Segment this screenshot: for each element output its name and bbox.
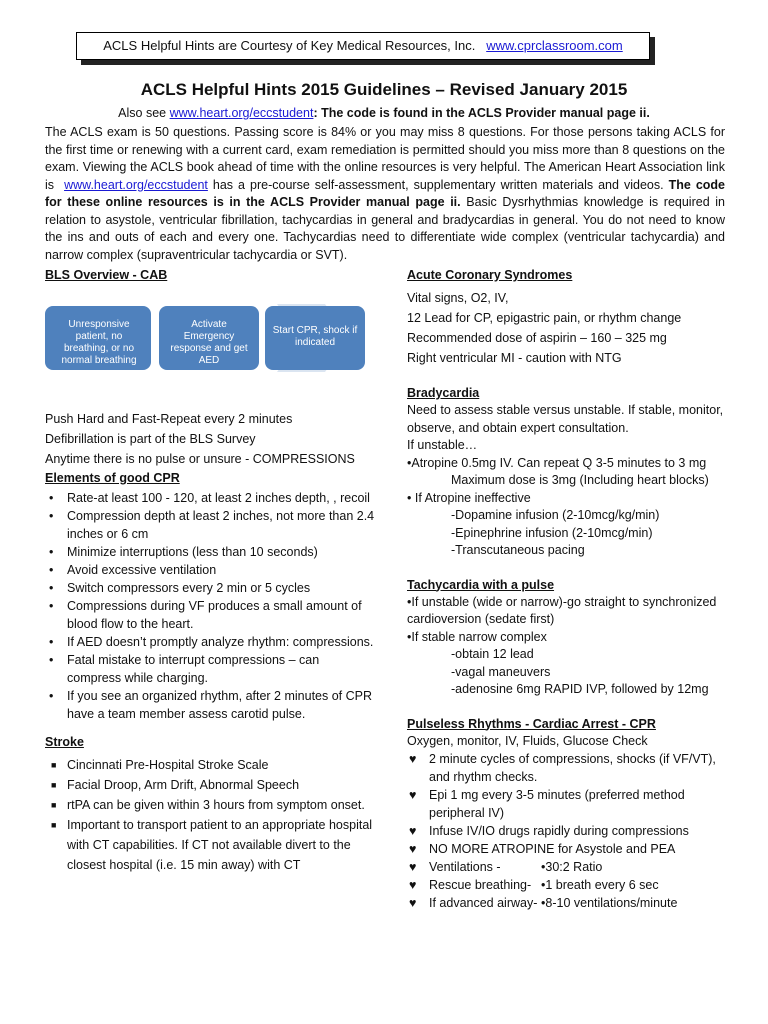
flow-step-1: Unresponsive patient, no breathing, or no normal breathing xyxy=(61,319,137,366)
list-item-text: If you see an organized rhythm, after 2 minutes of CPR have a team member assess carotid pulse. xyxy=(67,689,373,721)
also-rest: : The code is found in the ACLS Provider manual page ii. xyxy=(313,106,650,120)
heart-icon: ♥ xyxy=(409,752,417,766)
banner-box xyxy=(76,32,650,60)
brady-sub-1: -Dopamine infusion (2-10mcg/kg/min) xyxy=(451,508,660,522)
intro-paragraph xyxy=(45,124,725,264)
acs-line-1: Vital signs, O2, IV, xyxy=(407,291,509,305)
tachy-sub-2: -vagal maneuvers xyxy=(451,664,551,679)
list-item: • Avoid excessive ventilation xyxy=(49,563,217,577)
list-item: • Rate-at least 100 - 120, at least 2 inches depth, , recoil xyxy=(49,491,370,505)
list-item xyxy=(407,750,727,786)
list-item-text: If AED doesn’t promptly analyze rhythm: compressions. xyxy=(67,635,374,649)
list-item-text: rtPA can be given within 3 hours from symptom onset. xyxy=(67,798,365,812)
vent-value: •8-10 ventilations/minute xyxy=(541,896,678,910)
list-item-text: Compressions during VF produces a small amount of blood flow to the heart. xyxy=(67,599,362,631)
list-item-text: Switch compressors every 2 min or 5 cycles xyxy=(67,581,311,595)
intro-text-1: The ACLS exam is 50 questions. Passing score is 84% or you may miss 8 questions. For those persons taking ACLS for the first time or renewing with a current card, exam remediation is permitted should you miss more than 8 questions on the exam. Viewing the ACLS book ahead of time with the online resources is very helpful. The American Heart Association link is xyxy=(45,125,725,192)
list-item-text: Fatal mistake to interrupt compressions – can compress while charging. xyxy=(67,653,320,685)
heart-icon: ♥ xyxy=(409,878,417,892)
list-item-text: Important to transport patient to an appropriate hospital with CT capabilities. If CT not available divert to the closest hospital (i.e. 15 min away) with CT xyxy=(67,818,373,872)
flow-step-3: Start CPR, shock if indicated xyxy=(272,325,358,348)
intro-text-2: has a pre-course self-assessment, supplementary written materials and videos. xyxy=(207,177,669,192)
brady-text-2: If unstable… xyxy=(407,438,478,452)
brady-ineffective: • If Atropine ineffective xyxy=(407,490,531,505)
pulseless-intro: Oxygen, monitor, IV, Fluids, Glucose Check xyxy=(407,733,648,748)
brady-sub-2: -Epinephrine infusion (2-10mcg/min) xyxy=(451,525,653,540)
acs-line-2: 12 Lead for CP, epigastric pain, or rhythm change xyxy=(407,311,682,325)
list-item-text: Avoid excessive ventilation xyxy=(67,563,217,577)
banner-text: ACLS Helpful Hints are Courtesy of Key Medical Resources, Inc. xyxy=(103,38,476,53)
vent-value: •30:2 Ratio xyxy=(541,860,603,874)
intro-text-3: Basic Dysrhythmias knowledge is required in relation to asystole, ventricular fibrillation, tachycardias in general and bradycardias in general. You do not need to know the ins and outs of each and every one. Tachycardias need to differentiate wide complex (ventricular tachycardia) and narrow complex (supraventricular tachycardia or SVT). xyxy=(45,195,726,262)
list-item-text: Facial Droop, Arm Drift, Abnormal Speech xyxy=(67,778,300,792)
bls-line-1: Push Hard and Fast-Repeat every 2 minutes xyxy=(45,412,293,426)
also-prefix: Also see xyxy=(118,106,167,120)
tachy-heading: Tachycardia with a pulse xyxy=(407,577,555,592)
brady-atropine: •Atropine 0.5mg IV. Can repeat Q 3-5 minutes to 3 mg xyxy=(407,455,707,470)
list-item-text: Cincinnati Pre-Hospital Stroke Scale xyxy=(67,758,269,772)
tachy-sub-1: -obtain 12 lead xyxy=(451,647,534,661)
cpr-heading: Elements of good CPR xyxy=(45,471,180,485)
stroke-heading: Stroke xyxy=(45,735,84,749)
courtesy-banner xyxy=(76,32,656,68)
banner-link[interactable]: www.cprclassroom.com xyxy=(486,38,623,53)
heart-icon: ♥ xyxy=(409,896,417,910)
list-item xyxy=(407,858,727,876)
acs-line-4: Right ventricular MI - caution with NTG xyxy=(407,351,622,365)
vent-label: If advanced airway- xyxy=(429,896,538,910)
list-item: ■ Important to transport patient to an appropriate hospital with CT capabilities. If CT not available divert to the closest hospital (i.e. 15 min away) with CT xyxy=(51,818,373,872)
intro-bold: The code for these online resources is in the ACLS Provider manual page ii. xyxy=(45,177,726,209)
list-item-text: Minimize interruptions (less than 10 seconds) xyxy=(67,545,318,559)
brady-max: Maximum dose is 3mg (Including heart blocks) xyxy=(451,473,709,487)
vent-label: Rescue breathing- xyxy=(429,878,532,892)
pulseless-heading: Pulseless Rhythms - Cardiac Arrest - CPR xyxy=(407,716,656,731)
list-item xyxy=(407,876,727,894)
list-item-text: Compression depth at least 2 inches, not more than 2.4 inches or 6 cm xyxy=(67,509,375,541)
list-item: • If you see an organized rhythm, after 2 minutes of CPR have a team member assess carotid pulse. xyxy=(49,689,373,721)
brady-heading: Bradycardia xyxy=(407,386,480,400)
cpr-list xyxy=(45,489,375,723)
bls-heading: BLS Overview - CAB xyxy=(45,268,168,282)
list-item xyxy=(407,894,727,912)
stroke-list xyxy=(45,755,375,875)
list-item: ■ Facial Droop, Arm Drift, Abnormal Speech xyxy=(51,778,300,792)
page-title: ACLS Helpful Hints 2015 Guidelines – Revised January 2015 xyxy=(140,80,628,99)
bls-line-2: Defibrillation is part of the BLS Survey xyxy=(45,432,256,446)
flow-step-2: Activate Emergency response and get AED xyxy=(170,319,248,366)
brady-text-1: Need to assess stable versus unstable. If stable, monitor, observe, and obtain expert consultation. xyxy=(407,403,724,435)
right-column xyxy=(407,266,727,912)
heart-icon: ♥ xyxy=(409,842,417,856)
acs-heading: Acute Coronary Syndromes xyxy=(407,268,573,282)
list-item-text: NO MORE ATROPINE for Asystole and PEA xyxy=(429,842,676,856)
list-item: • Fatal mistake to interrupt compressions – can compress while charging. xyxy=(49,653,320,685)
vent-label: Ventilations - xyxy=(429,860,501,874)
list-item: • Compressions during VF produces a small amount of blood flow to the heart. xyxy=(49,599,362,631)
heart-icon: ♥ xyxy=(409,788,417,802)
list-item xyxy=(407,840,727,858)
list-item: • If AED doesn’t promptly analyze rhythm: compressions. xyxy=(49,635,374,649)
left-column xyxy=(45,266,375,875)
tachy-text-2: •If stable narrow complex xyxy=(407,629,547,644)
acs-line-3: Recommended dose of aspirin – 160 – 325 mg xyxy=(407,331,667,345)
list-item: • Switch compressors every 2 min or 5 cycles xyxy=(49,581,311,595)
list-item: • Compression depth at least 2 inches, not more than 2.4 inches or 6 cm xyxy=(49,509,375,541)
list-item-text: 2 minute cycles of compressions, shocks (if VF/VT), and rhythm checks. xyxy=(429,752,716,784)
list-item: ■ rtPA can be given within 3 hours from symptom onset. xyxy=(51,798,365,812)
bls-line-3: Anytime there is no pulse or unsure - COMPRESSIONS xyxy=(45,452,355,466)
list-item-text: Epi 1 mg every 3-5 minutes (preferred method peripheral IV) xyxy=(429,788,685,820)
tachy-text-1: •If unstable (wide or narrow)-go straight to synchronized cardioversion (sedate first) xyxy=(407,594,717,626)
bls-flow-diagram xyxy=(45,284,375,379)
also-link[interactable]: www.heart.org/eccstudent xyxy=(169,106,314,120)
also-see-line xyxy=(0,106,768,120)
list-item xyxy=(407,822,727,840)
tachy-sub-3: -adenosine 6mg RAPID IVP, followed by 12mg xyxy=(451,682,709,696)
list-item-text: Infuse IV/IO drugs rapidly during compressions xyxy=(429,824,689,838)
list-item-text: Rate-at least 100 - 120, at least 2 inches depth, , recoil xyxy=(67,491,370,505)
list-item xyxy=(407,786,727,822)
list-item: ■ Cincinnati Pre-Hospital Stroke Scale xyxy=(51,758,269,772)
heart-icon: ♥ xyxy=(409,860,417,874)
intro-link[interactable]: www.heart.org/eccstudent xyxy=(64,177,208,192)
list-item: • Minimize interruptions (less than 10 seconds) xyxy=(49,545,318,559)
heart-icon: ♥ xyxy=(409,824,417,838)
brady-sub-3: -Transcutaneous pacing xyxy=(451,543,585,557)
vent-value: •1 breath every 6 sec xyxy=(541,878,659,892)
